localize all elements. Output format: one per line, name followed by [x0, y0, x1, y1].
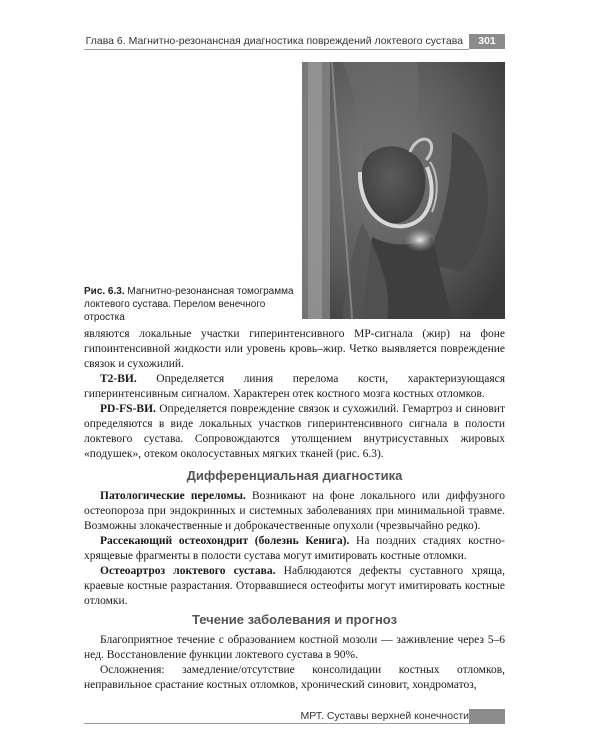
section-prognosis-text [84, 633, 505, 693]
figure-caption [84, 285, 294, 324]
section-title-differential: Дифференциальная диагностика [186, 468, 403, 483]
paragraph-pdfs [84, 402, 505, 462]
paragraph-text: Определяется линия перелома кости, характеризующаяся гиперинтенсивным сигналом. Характерен отек костного мозга костных отломков. [84, 373, 505, 400]
page-number: 301 [469, 34, 505, 49]
paragraph-text: На поздних стадиях костно-хрящевые фрагменты в полости сустава могут имитировать костные отломки. [84, 535, 505, 562]
body-text [84, 327, 505, 462]
paragraph-label: Остеоартроз локтевого сустава. [100, 565, 276, 577]
book-title: МРТ. Суставы верхней конечности [84, 710, 469, 724]
paragraph: Благоприятное течение с образованием костной мозоли — заживление через 5–6 нед. Восстановление функции локтевого сустава в 90%. [84, 634, 505, 661]
paragraph-label: Патологические переломы. [100, 490, 246, 502]
paragraph-label: Рассекающий остеохондрит (болезнь Кенига). [100, 535, 350, 547]
paragraph: Осложнения: замедление/отсутствие консолидации костных отломков, неправильное срастание костных отломков, хронический синовит, хондроматоз, [84, 664, 505, 691]
mri-elbow-scan [302, 62, 505, 319]
section-differential-text [84, 489, 505, 609]
paragraph-osteoarthrosis [84, 564, 505, 609]
paragraph-label: PD-FS-ВИ. [100, 403, 156, 415]
paragraph-text: Возникают на фоне локального или диффузного остеопороза при эндокринных и системных заболеваниях при минимальной травме. Возможны злокачественные и доброкачественные опухоли (чрезвычайно редко). [84, 490, 505, 532]
paragraph-osteochondritis [84, 534, 505, 564]
running-header [84, 34, 505, 50]
section-title-prognosis: Течение заболевания и прогноз [191, 612, 398, 627]
caption-label: Рис. 6.3. [84, 286, 125, 297]
paragraph-t2 [84, 372, 505, 402]
paragraph-label: Т2-ВИ. [100, 373, 137, 385]
paragraph: являются локальные участки гиперинтенсивного МР-сигнала (жир) на фоне гипоинтенсивной жидкости или уровень кровь–жир. Четко выявляется повреждение связок и сухожилий. [84, 328, 505, 370]
paragraph-pathological [84, 489, 505, 534]
running-footer [84, 708, 505, 724]
caption-text: Магнитно-резонансная томограмма локтевого сустава. Перелом венечного отростка [84, 286, 294, 323]
chapter-title: Глава 6. Магнитно-резонансная диагностика повреждений локтевого сустава [84, 34, 469, 50]
footer-bar [469, 709, 505, 724]
paragraph-text: Определяется повреждение связок и сухожилий. Гемартроз и синовит определяются в виде локальных участков гиперинтенсивного сигнала в полости локтевого сустава. Сопровождаются утолщением внутрисуставных жировых «подушек», отеком околосуставных мягких тканей (рис. 6.3). [84, 403, 505, 460]
mri-image [302, 62, 505, 319]
paragraph-text: Наблюдаются дефекты суставного хряща, краевые костные разрастания. Оторвавшиеся остеофиты могут имитировать костные отломки. [84, 565, 505, 607]
